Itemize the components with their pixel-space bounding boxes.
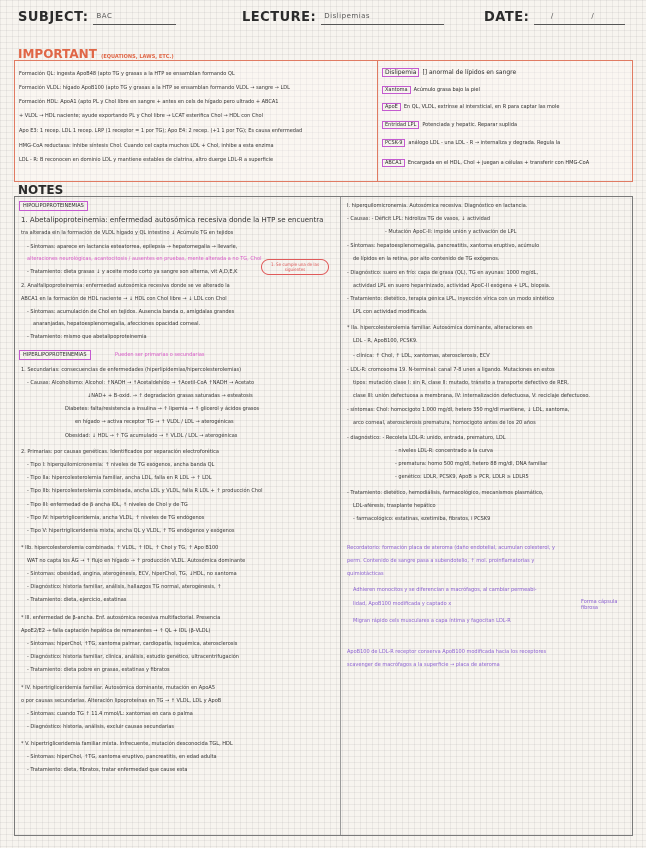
- note-line: 2. Primarias: por causas genéticas. Identificados por separación electroforética: [21, 449, 219, 455]
- note-line: - síntomas: Chol: homocigoto 1.000 mg/dl, hetero 350 mg/dl mantiene, ↓ LDL, xantoma,: [347, 407, 570, 413]
- term: Xantoma: [382, 86, 411, 94]
- note-line: alteraciones neurológicas, acantocitosis / ausentes en pruebas, mente alterada a no TG, Chol: [27, 256, 262, 262]
- note-line: - Tipo IIb: hipercolesterolemia combinada, ancha LDL y VLDL, falla R LDL + ↑ producción Chol: [27, 488, 263, 494]
- term: Entridad LPL: [382, 121, 419, 129]
- note-line: * IIa. hipercolesterolemia familiar. Autosómica dominante, alteraciones en: [347, 325, 533, 331]
- important-line: Formación HDL: ApoA1 (apto PL y Chol libre en sangre + antes en cels de hígado pero ultrado + ABCA1: [19, 99, 279, 105]
- note-line: - Tipo IV: hipertrigliceridemia, ancha VLDL, ↑ niveles de TG endógenos: [27, 515, 205, 521]
- important-title: [18, 47, 174, 61]
- note-line: - Síntomas: aparece en lactancia esteatorrea, epilepsia → hepatomegalia → llevarle,: [27, 244, 238, 250]
- important-left-column: [15, 61, 378, 181]
- note-line: actividad LPL en suero heparinizado, actividad ApoC-II exógena + LPL, biopsia.: [353, 283, 551, 289]
- important-line: HMG-CoA reductasa: inhibe síntesis Chol. Cuando cel capta muchos LDL + Chol, inhibe a esta enzima: [19, 143, 274, 149]
- note-line: - farmacológico: estatinas, ezetimiba, fibratos, i PCSK9: [353, 516, 491, 522]
- note-line: - Tipo I: hiperquilomicronemia: ↑ niveles de TG exógenos, ancha banda QL: [27, 462, 215, 468]
- notes-title: NOTES: [18, 183, 64, 197]
- reminder-line: quimiotácticas: [347, 571, 384, 577]
- side-note: Forma cápsula fibrosa: [581, 599, 618, 611]
- term: ApoE: [382, 103, 401, 111]
- reminder-line: perm. Contenido de sangre pasa a subendotelio, ↑ mol. proinflamatorias y: [347, 558, 535, 564]
- subject-field: [18, 10, 176, 25]
- note-line: - Causas: Alcoholismo: Alcohol: ↑NADH → ↑Acetaldehído → ↑Acetil-CoA ↑NADH → Acetato: [27, 380, 255, 386]
- reminder-line: lidad, ApoB100 modificada y captado x: [353, 601, 452, 607]
- note-line: en hígado → activa receptor TG → ↑ VLDL / LDL → aterogénicas: [75, 419, 234, 425]
- term-row: [382, 121, 517, 129]
- term-definition: análogo LDL - una LDL - R → internaliza y degrada. Regula la: [408, 140, 561, 146]
- note-line: ↓NAD+ + B-oxid. → ↑ degradación grasas saturadas → esteatosis: [87, 393, 253, 399]
- note-line: tra alterada ein la formación de VLDL hígado y QL intestino ↓ Acúmulo TG en tejidos: [21, 230, 234, 236]
- column-divider: [340, 197, 341, 835]
- note-line: LDL-aféresis, trasplante hepático: [353, 503, 436, 509]
- date-label: DATE:: [484, 10, 530, 25]
- note-line: - Tratamiento: dieta, fibratos, tratar enfermedad que cause esta: [27, 767, 188, 773]
- term-definition: En QL, VLDL, extrínse al intersticial, en R para captar las mole: [403, 104, 560, 110]
- note-line: - Diagnóstico: historia familiar, clínica, análisis, estudio genético, ultracentrifugación: [27, 654, 239, 660]
- note-line: - Tipo III: enfermedad de β ancha IDL, ↑ niveles de Chol y de TG: [27, 502, 188, 508]
- note-line: WAT no capta los ÁG → ↑ flujo en hígado → ↑ producción VLDL. Autosómica dominante: [27, 558, 246, 564]
- note-line: I. hiperquilomicronemia. Autosómica recesiva. Diagnóstico en lactancia.: [347, 203, 528, 209]
- note-line: - diagnóstico: - Recoleta LDL-R: unido, entrada, prematuro, LDL: [347, 435, 506, 441]
- page-header: [14, 10, 632, 28]
- note-line: - Tratamiento: dietético, hemodiálisis, farmacológico, mecanismos plasmático,: [347, 490, 544, 496]
- note-line: - Tratamiento: dietético, terapia génica LPL, inyección vírica con un modo sintético: [347, 296, 555, 302]
- note-line: - Síntomas: obesidad, angina, aterogénesis, ECV, hiperChol, TG, ↓HDL, no xantoma: [27, 571, 237, 577]
- reminder-line: Migran rápido cels musculares a capa íntima y fagocitan LDL-R: [353, 618, 511, 624]
- section-note: Pueden ser primarias o secundarias: [115, 352, 205, 358]
- note-line: clase III: unión defectuosa a membrana, IV: internalización defectuosa, V: reciclaje defectuoso.: [353, 393, 590, 399]
- note-line: - Tratamiento: dieta, ejercicio, estatinas: [27, 597, 127, 603]
- note-line: ApoE2/E2 → falla captación hepática de remanentes → ↑ QL + IDL (β-VLDL): [21, 628, 211, 634]
- important-terms: [378, 61, 632, 181]
- note-line: Diabetes: falta/resistencia a insulina → ↑ lipemia → ↑ glicerol y ácidos grasos: [65, 406, 260, 412]
- subject-label: SUBJECT:: [18, 10, 89, 25]
- important-line: Formación QL: ingesta ApoB48 (apto TG y grasas a la HTP se ensamblan formando QL: [19, 71, 235, 77]
- note-line: anaranjadas, hepatoesplenomegalia, afecciones opacidad corneal.: [33, 321, 201, 327]
- term: PCSK-9: [382, 139, 405, 147]
- important-line: Apo E3: 1 recep. LDL 1 recep. LRP (1 receptor = 1 por TG); Apo E4: 2 recep. (+1 1 por TG); Es causa enfermedad: [19, 128, 303, 134]
- note-line: - Tratamiento: dieta grasas ↓ y aceite modo corto ya sangre son alterna, vit A,D,E,K: [27, 269, 238, 275]
- margin-bubble: 1. Se cumple una de las siguientes: [261, 259, 329, 275]
- subject-value[interactable]: BAC: [93, 12, 176, 25]
- note-line: 1. Secundarias: consecuencias de enfermedades (hiperlipidemias/hipercolesterolemias): [21, 367, 242, 373]
- reminder-line: Recordatorio: formación placa de ateroma (daño endotelial, acumulan colesterol, y: [347, 545, 555, 551]
- lecture-value[interactable]: Dislipemias: [321, 12, 444, 25]
- term: ABCA1: [382, 159, 405, 167]
- note-line: - clínica: ↑ Chol, ↑ LDL, xantomas, aterosclerosis, ECV: [353, 353, 490, 359]
- note-line: de lípidos en la retina, por alto contenido de TG exógenos.: [353, 256, 500, 262]
- important-subtitle: (EQUATIONS, LAWS, ETC.): [101, 54, 174, 60]
- note-line: - Síntomas: hiperChol, ↑TG, xantoma eruptivo, pancreatitis, en edad adulta: [27, 754, 217, 760]
- lecture-label: LECTURE:: [242, 10, 317, 25]
- note-line: - Síntomas: hiperChol, ↑TG, xantoma palmar, cardiopatía, isquémica, aterosclerosis: [27, 641, 238, 647]
- note-line: * IIb. hipercolesterolemia combinada. ↑ VLDL, ↑ IDL, ↑ Chol y TG, ↑ Apo B100: [21, 545, 219, 551]
- reminder-line: scavenger de macrófagos a la superficie → placa de ateroma: [347, 662, 500, 668]
- note-line: - Síntomas: cuando TG ↑ 11.4 mmol/L: xantomas en cara o palma: [27, 711, 193, 717]
- note-line: 1. Abetalipoproteinemia: enfermedad autosómica recesiva donde la HTP se encuentra: [21, 216, 324, 224]
- term-definition: [] anormal de lípidos en sangre: [422, 69, 517, 76]
- important-box: [14, 60, 633, 182]
- term-row: [382, 86, 480, 94]
- note-line: - Causas: - Déficit LPL: hidroliza TG de vasos, ↓ actividad: [347, 216, 491, 222]
- note-line: - prematura: homo 500 mg/dl, hetero 88 mg/dl, DNA familiar: [395, 461, 548, 467]
- note-line: * III. enfermedad de β-ancha. Enf. autosómica recesiva multifactorial. Presencia: [21, 615, 221, 621]
- note-line: tipos: mutación clase I: sin R, clase II: mutado, tránsito a transporte defectivo de RER,: [353, 380, 569, 386]
- reminder-line: Adhieren monocitos y se diferencian a macrófagos, al cambiar permeabi-: [353, 587, 537, 593]
- note-line: - Mutación ApoC-II: impide unión y activación de LPL: [385, 229, 517, 235]
- note-line: - Diagnóstico: historia, análisis, excluir causas secundarias: [27, 724, 175, 730]
- notes-box: [14, 196, 633, 836]
- lecture-field: [242, 10, 444, 25]
- term-row: [382, 103, 559, 111]
- note-line: - Síntomas: acumulación de Chol en tejidos. Ausencia banda α, amígdalas grandes: [27, 309, 235, 315]
- note-line: - LDL-R: cromosoma 19. N-terminal: canal 7-8 unen a ligando. Mutaciones en estos: [347, 367, 555, 373]
- note-line: * V. hipertrigliceridemia familiar mixta. Infrecuente, mutación desconocida TGL, HDL: [21, 741, 233, 747]
- note-line: * IV. hipertrigliceridemia familiar. Autosómica dominante, mutación en ApoA5: [21, 685, 216, 691]
- section-hiperlipoproteinemias: HIPERLIPOPROTEINEMIAS: [19, 350, 91, 360]
- note-line: - Diagnóstico: historia familiar, análisis, hallazgos TG normal, aterogénesis, ↑: [27, 584, 222, 590]
- note-line: - niveles LDL-R: concentrado a la curva: [395, 448, 493, 454]
- term-row: [382, 159, 589, 167]
- note-line: arco corneal, aterosclerosis prematura, homocigoto antes de los 20 años: [353, 420, 536, 426]
- important-line: Formación VLDL: hígado ApoB100 (apto TG y grasas a la HTP se ensamblan formando VLDL → sangre → LDL: [19, 85, 290, 91]
- note-line: - Tipo V: hipertrigliceridemia mixta, ancha QL y VLDL, ↑ TG endógenos y exógenos: [27, 528, 235, 534]
- important-line: + VLDL → HDL naciente; ayude exportando PL y Chol libre → LCAT esterifica Chol → HDL con Chol: [19, 113, 263, 119]
- reminder-line: ApoB100 de LDL-R receptor conserva ApoB100 modificada hacia los receptores: [347, 649, 547, 655]
- note-line: Obesidad: ↓ HDL → ↑ TG acumulado → ↑ VLDL / LDL → aterogénicas: [65, 433, 238, 439]
- note-line: LPL con actividad modificada.: [353, 309, 428, 315]
- note-line: - Diagnóstico: suero en frío: capa de grasa (QL), TG en ayunas: 1000 mg/dL,: [347, 270, 539, 276]
- note-line: - Síntomas: hepatoesplenomegalia, pancreatitis, xantoma eruptivo, acúmulo: [347, 243, 540, 249]
- note-line: - genético: LDLR, PCSK9, ApoB ≥ PCR, LDLR ≥ LDLR5: [395, 474, 529, 480]
- term-row: [382, 68, 516, 77]
- note-line: LDL - R, ApoB100, PCSK9.: [353, 338, 418, 344]
- term-definition: Acúmulo grasa bajo la piel: [413, 87, 480, 93]
- important-heading: IMPORTANT: [18, 47, 97, 61]
- note-line: 2. Analfalipoproteinemia: enfermedad autosómica recesiva donde se ve alterado la: [21, 283, 230, 289]
- note-line: ABCA1 en la formación de HDL naciente → ↓ HDL con Chol libre → ↓ LDL con Chol: [21, 296, 227, 302]
- date-value[interactable]: / /: [534, 12, 625, 25]
- term-row: [382, 139, 560, 147]
- note-line: o por causas secundarias. Alteración lipoproteínas en TG → ↑ VLDL, LDL y ApoB: [21, 698, 222, 704]
- term-definition: Potenciada y hepatic. Reparar suplida: [422, 122, 518, 128]
- important-line: LDL - R: B reconocen en dominio LDL y mantiene estables de clatrina, altro duerge LDL-R a superficie: [19, 157, 274, 163]
- date-field: [484, 10, 625, 25]
- note-line: - Tratamiento: mismo que abetalipoproteinemia: [27, 334, 147, 340]
- note-line: - Tratamiento: dieta pobre en grasas, estatinas y fibratos: [27, 667, 170, 673]
- term: Dislipemia: [382, 68, 419, 77]
- section-hipolipoproteinemias: HIPOLIPOPROTEINEMIAS: [19, 201, 88, 211]
- note-line: - Tipo IIa: hipercolesterolemia familiar, ancha LDL, falla en R LDL → ↑ LDL: [27, 475, 212, 481]
- term-definition: Encargada en el HDL, Chol + juegan a células + transferir con HMG-CoA: [407, 160, 590, 166]
